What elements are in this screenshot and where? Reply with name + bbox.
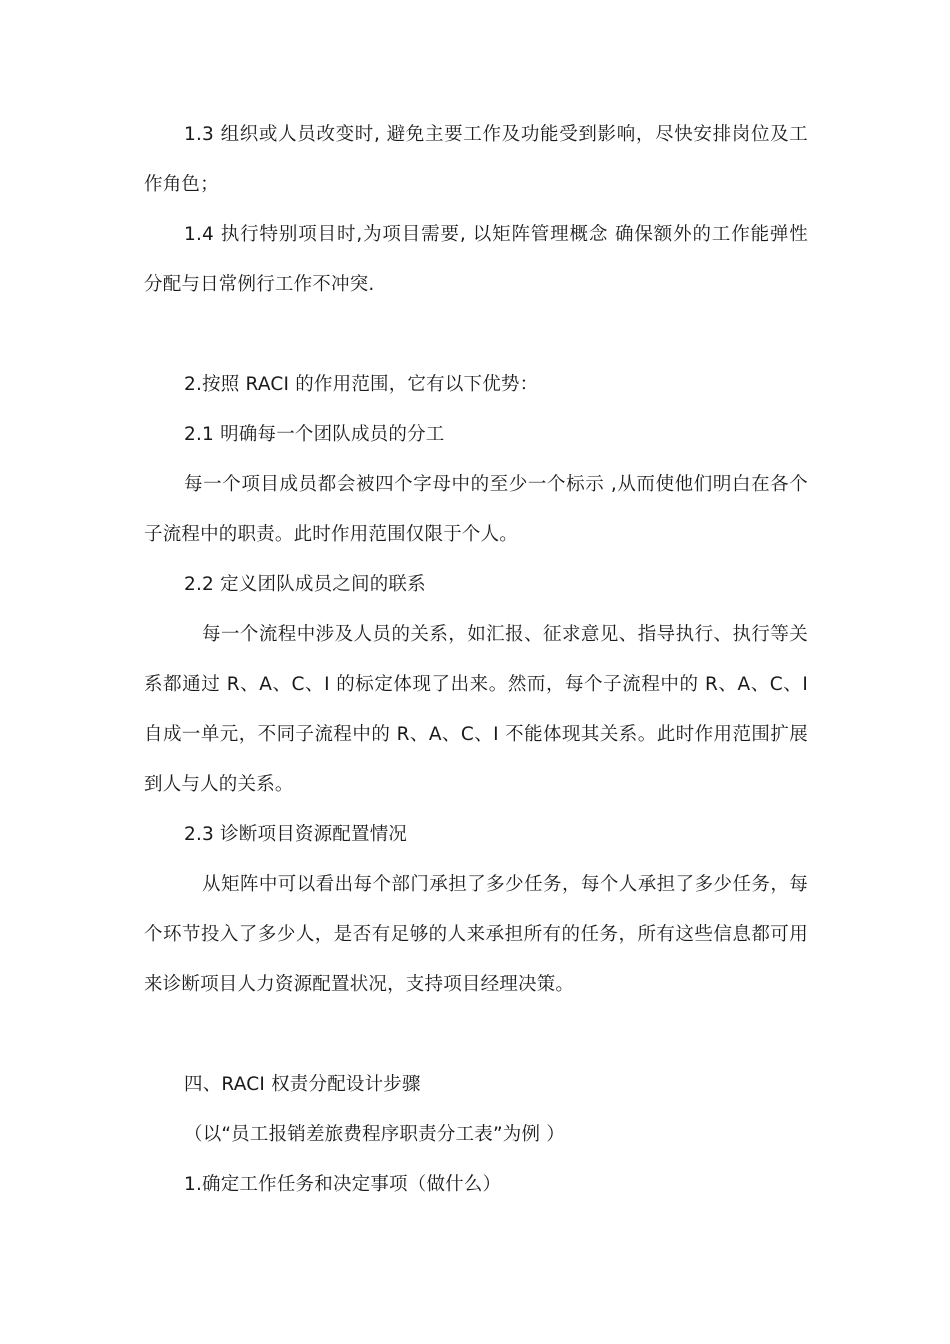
paragraph-line: 个环节投入了多少人，是否有足够的人来承担所有的任务，所有这些信息都可用 xyxy=(144,924,808,945)
paragraph-line: 每一个流程中涉及人员的关系，如汇报、征求意见、指导执行、执行等关 xyxy=(202,624,808,645)
paragraph-line: 1.4 执行特别项目时,为项目需要, 以矩阵管理概念 确保额外的工作能弹性 xyxy=(184,224,808,245)
section-heading: 2.按照 RACI 的作用范围，它有以下优势： xyxy=(184,374,539,395)
paragraph-line: 1.3 组织或人员改变时, 避免主要工作及功能受到影响，尽快安排岗位及工 xyxy=(184,124,808,145)
paragraph-line: 作角色； xyxy=(144,174,219,195)
paragraph-line: 从矩阵中可以看出每个部门承担了多少任务，每个人承担了多少任务，每 xyxy=(202,874,808,895)
paragraph-line: 子流程中的职责。此时作用范围仅限于个人。 xyxy=(144,524,519,545)
paragraph-line: 来诊断项目人力资源配置状况，支持项目经理决策。 xyxy=(144,974,575,995)
example-note: （以“员工报销差旅费程序职责分工表”为例 ） xyxy=(184,1124,565,1145)
paragraph-line: 每一个项目成员都会被四个字母中的至少一个标示 ,从而使他们明白在各个 xyxy=(184,474,808,495)
chapter-heading: 四、RACI 权责分配设计步骤 xyxy=(184,1074,421,1095)
subsection-heading: 2.3 诊断项目资源配置情况 xyxy=(184,824,408,845)
subsection-heading: 2.1 明确每一个团队成员的分工 xyxy=(184,424,445,445)
paragraph-line: 分配与日常例行工作不冲突. xyxy=(144,274,375,295)
paragraph-line: 系都通过 R、A、C、I 的标定体现了出来。然而，每个子流程中的 R、A、C、I xyxy=(144,674,808,695)
subsection-heading: 2.2 定义团队成员之间的联系 xyxy=(184,574,426,595)
step-heading: 1.确定工作任务和决定事项（做什么） xyxy=(184,1174,502,1195)
paragraph-line: 到人与人的关系。 xyxy=(144,774,294,795)
paragraph-line: 自成一单元，不同子流程中的 R、A、C、I 不能体现其关系。此时作用范围扩展 xyxy=(144,724,808,745)
